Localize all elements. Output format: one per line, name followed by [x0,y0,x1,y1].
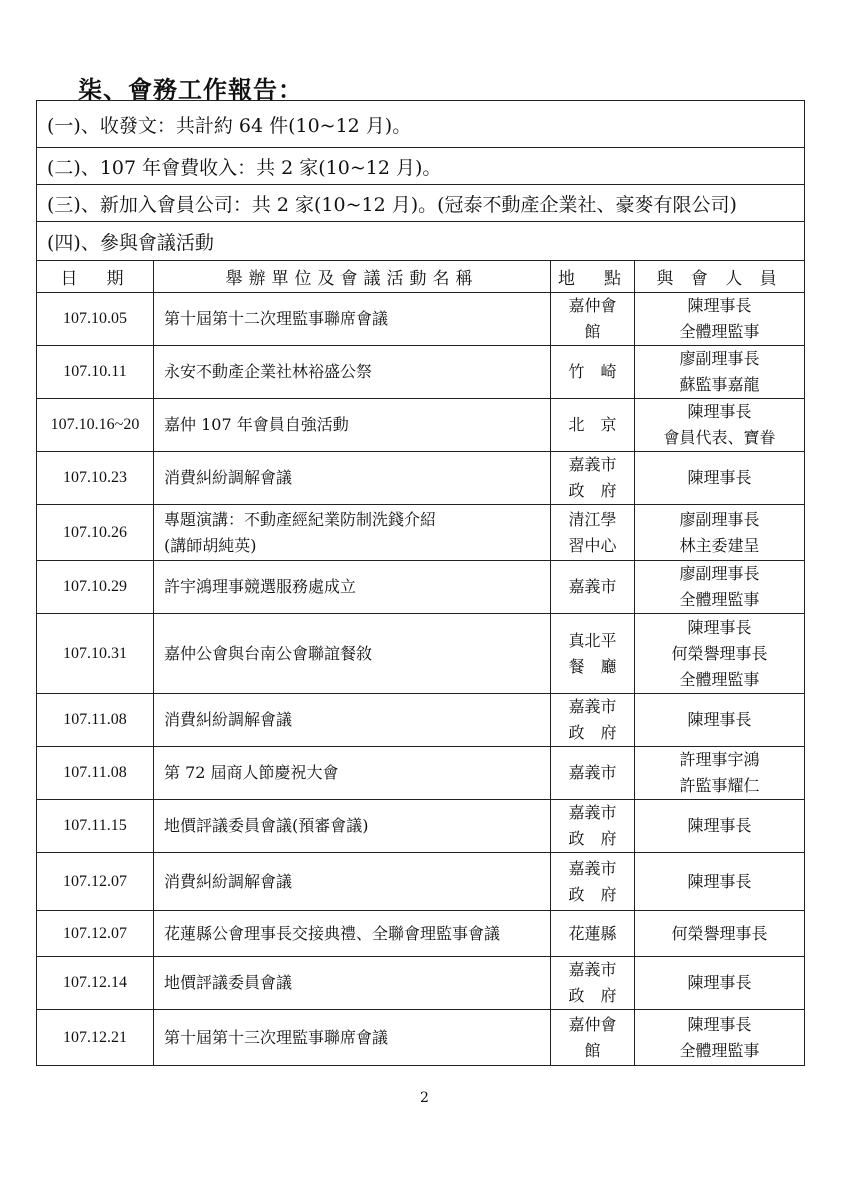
info-text: (一)、收發文：共計約 64 件(10~12 月)。 [37,101,805,148]
attendee-line: 全體理監事 [679,322,760,341]
event-line: 第 72 屆商人節慶祝大會 [164,763,339,782]
attendee-line: 會員代表、寶眷 [663,428,776,447]
info-row-receipts [37,101,805,148]
location-line: 嘉義市 [568,858,617,878]
location-line: 政 府 [568,829,617,848]
location-line: 嘉仲會 [568,296,617,315]
attendee-line: 廖副理事長 [679,349,760,368]
cell-location [551,561,635,614]
cell-date: 107.10.11 [37,346,154,399]
location-line: 花蓮縣 [568,923,617,943]
attendee-line: 陳理事長 [687,402,752,421]
location-line: 政 府 [568,884,617,904]
cell-attendees [635,293,805,346]
attendee-line: 陳理事長 [687,871,752,891]
location-line: 嘉義市 [568,960,617,979]
cell-location [551,957,635,1010]
cell-date: 107.11.08 [37,694,154,747]
cell-event [154,399,551,452]
cell-location [551,505,635,561]
location-line: 政 府 [568,986,617,1005]
cell-attendees [635,747,805,800]
attendee-line: 廖副理事長 [679,509,760,529]
cell-attendees [635,694,805,747]
cell-attendees [635,614,805,694]
event-line: (講師胡純英) [164,535,257,555]
cell-location [551,1010,635,1066]
table-row [37,694,805,747]
location-line: 政 府 [568,723,617,742]
location-line: 嘉義市 [568,803,617,822]
attendee-line: 陳理事長 [687,816,752,835]
table-row [37,747,805,800]
table-row [37,452,805,505]
event-line: 消費糾紛調解會議 [164,871,293,891]
cell-event [154,747,551,800]
cell-date: 107.12.14 [37,957,154,1010]
header-location: 地 點 [551,261,635,293]
event-line: 第十屆第十二次理監事聯席會議 [164,309,389,328]
cell-location [551,853,635,911]
cell-date: 107.12.07 [37,853,154,911]
event-line: 專題演講：不動產經紀業防制洗錢介紹 [164,509,437,529]
cell-attendees [635,853,805,911]
table-row [37,800,805,853]
event-line: 消費糾紛調解會議 [164,468,293,487]
header-attendees: 與 會 人 員 [635,261,805,293]
cell-location [551,293,635,346]
table-row [37,1010,805,1066]
location-line: 嘉義市 [568,577,617,596]
cell-attendees [635,957,805,1010]
table-row [37,399,805,452]
cell-event [154,505,551,561]
table-header [37,261,805,293]
cell-attendees [635,1010,805,1066]
location-line: 習中心 [568,535,617,555]
cell-location [551,694,635,747]
info-row-activities [37,222,805,261]
info-row-fees [37,148,805,185]
cell-attendees [635,505,805,561]
cell-attendees [635,399,805,452]
attendee-line: 廖副理事長 [679,564,760,583]
event-line: 地價評議委員會議 [164,973,293,992]
event-line: 嘉仲公會與台南公會聯誼餐敘 [164,643,373,663]
location-line: 嘉仲會 [568,1014,617,1034]
event-line: 許宇鴻理事競選服務處成立 [164,577,357,596]
location-line: 館 [584,322,601,341]
cell-event [154,614,551,694]
location-line: 嘉義市 [568,455,617,474]
cell-event [154,911,551,957]
cell-attendees [635,561,805,614]
attendee-line: 何榮譽理事長 [671,643,768,663]
attendee-line: 林主委建呈 [679,535,760,555]
info-text: (三)、新加入會員公司：共 2 家(10~12 月)。(冠泰不動產企業社、豪麥有限公司) [37,185,805,222]
location-line: 嘉義市 [568,697,617,716]
attendee-line: 許監事耀仁 [679,776,760,795]
cell-attendees [635,346,805,399]
location-line: 嘉義市 [568,763,617,782]
location-line: 竹 崎 [568,362,617,381]
location-line: 餐 廳 [568,656,617,676]
cell-attendees [635,911,805,957]
cell-event [154,1010,551,1066]
cell-attendees [635,800,805,853]
cell-date: 107.10.05 [37,293,154,346]
attendee-line: 全體理監事 [679,669,760,689]
cell-event [154,346,551,399]
location-line: 政 府 [568,481,617,500]
attendee-line: 全體理監事 [679,1040,760,1060]
attendee-line: 陳理事長 [687,617,752,637]
header-date: 日 期 [37,261,154,293]
attendee-line: 陳理事長 [687,710,752,729]
attendee-line: 許理事宇鴻 [679,750,760,769]
cell-date: 107.10.23 [37,452,154,505]
cell-date: 107.10.31 [37,614,154,694]
info-text: (四)、參與會議活動 [37,222,805,261]
event-line: 嘉仲 107 年會員自強活動 [164,415,349,434]
event-line: 第十屆第十三次理監事聯席會議 [164,1027,389,1047]
cell-location [551,747,635,800]
cell-event [154,452,551,505]
info-row-new-members [37,185,805,222]
info-text: (二)、107 年會費收入：共 2 家(10~12 月)。 [37,148,805,185]
cell-location [551,614,635,694]
attendee-line: 陳理事長 [687,1014,752,1034]
location-line: 館 [584,1040,601,1060]
attendee-line: 陳理事長 [687,973,752,992]
cell-location [551,911,635,957]
cell-event [154,694,551,747]
table-row [37,293,805,346]
cell-date: 107.12.21 [37,1010,154,1066]
event-line: 永安不動產企業社林裕盛公祭 [164,362,373,381]
attendee-line: 蘇監事嘉龍 [679,375,760,394]
event-line: 消費糾紛調解會議 [164,710,293,729]
header-event: 舉辦單位及會議活動名稱 [154,261,551,293]
report-table [36,100,805,1066]
cell-event [154,800,551,853]
cell-attendees [635,452,805,505]
attendee-line: 陳理事長 [687,468,752,487]
location-line: 北 京 [568,415,617,434]
table-row [37,346,805,399]
table-row [37,911,805,957]
attendee-line: 全體理監事 [679,590,760,609]
cell-date: 107.10.26 [37,505,154,561]
table-row [37,957,805,1010]
table-row [37,614,805,694]
attendee-line: 何榮譽理事長 [671,923,768,943]
event-line: 花蓮縣公會理事長交接典禮、全聯會理監事會議 [164,923,501,943]
page-number: 2 [420,1090,429,1106]
event-line: 地價評議委員會議(預審會議) [164,816,369,835]
cell-event [154,957,551,1010]
cell-date: 107.10.16~20 [37,399,154,452]
location-line: 清江學 [568,509,617,529]
cell-event [154,293,551,346]
table-row [37,853,805,911]
cell-date: 107.11.15 [37,800,154,853]
cell-location [551,346,635,399]
attendee-line: 陳理事長 [687,296,752,315]
cell-location [551,452,635,505]
cell-date: 107.12.07 [37,911,154,957]
cell-date: 107.10.29 [37,561,154,614]
table-row [37,505,805,561]
cell-event [154,561,551,614]
page-title: 柒、會務工作報告： [78,75,303,104]
cell-location [551,800,635,853]
location-line: 真北平 [568,630,617,650]
cell-event [154,853,551,911]
cell-location [551,399,635,452]
cell-date: 107.11.08 [37,747,154,800]
table-row [37,561,805,614]
